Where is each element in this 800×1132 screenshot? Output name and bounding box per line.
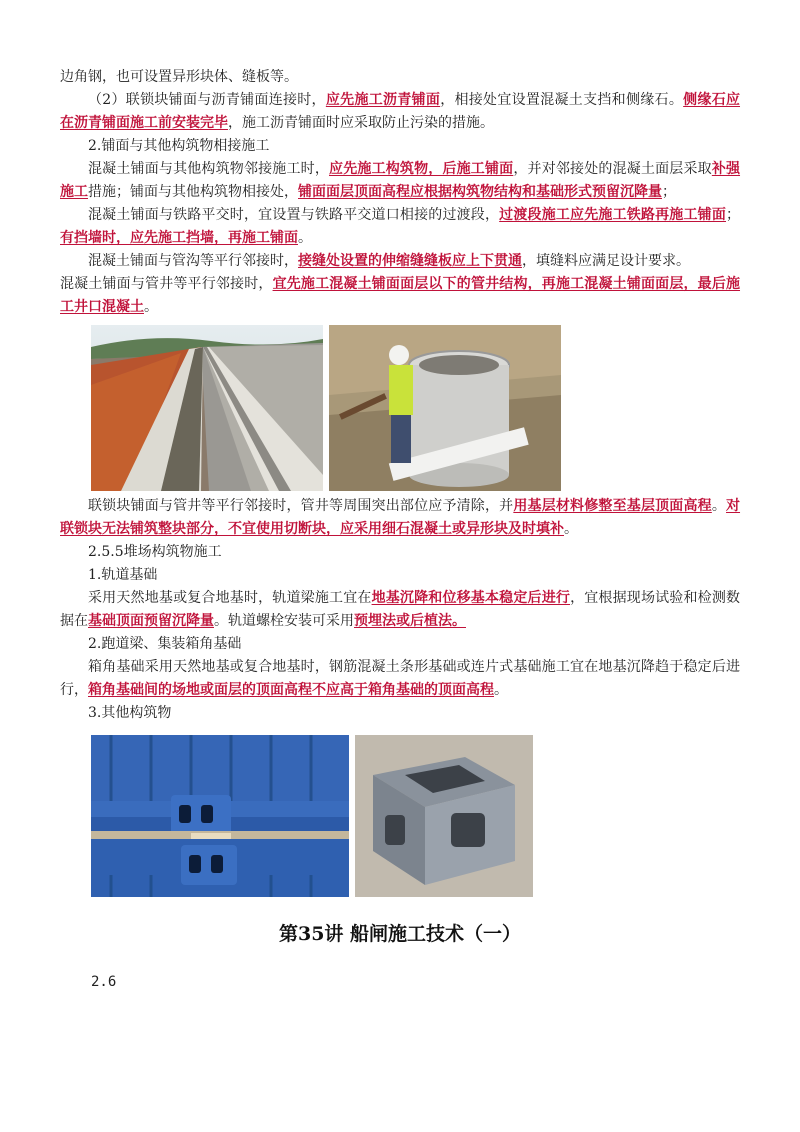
highlight: 应先施工构筑物，后施工铺面 [329,161,514,177]
highlight: 对联锁块无法铺筑整块部分，不宜使用切断块，应采用细石混凝土或异形块及时填补 [60,498,741,537]
container-corner-photo [91,735,349,897]
highlight: 应先施工沥青铺面 [325,92,441,108]
paragraph-container-corner: 箱角基础采用天然地基或复合地基时，钢筋混凝土条形基础或连片式基础施工宜在地基沉降趋于稳定后进行，箱角基础间的场地或面层的顶面高程不应高于箱角基础的顶面高程。 [60,659,740,698]
document-page [60,66,740,990]
paragraph-interlock-manhole: 联锁块铺面与管井等平行邻接时，管井等周围突出部位应予清除，并用基层材料修整至基层顶面高程。对联锁块无法铺筑整块部分，不宜使用切断块，应采用细石混凝土或异形块及时填补。 [60,498,741,537]
manhole-photo [329,325,561,491]
paragraph-structures: 混凝土铺面与其他构筑物邻接施工时，应先施工构筑物，后施工铺面，并对邻接处的混凝土面层采取补强施工措施；铺面与其他构筑物相接处，铺面面层顶面高程应根据构筑物结构和基础形式预留沉降量； [60,161,741,200]
highlight: 地基沉降和位移基本稳定后进行 [371,590,571,606]
highlight: 用基层材料修整至基层顶面高程 [513,498,712,514]
subheading: 2.跑道梁、集装箱角基础 [88,636,242,652]
paragraph: 边角钢，也可设置异形块体、缝板等。 [60,69,298,85]
subheading: 1.轨道基础 [88,567,158,583]
corner-casting-photo [355,735,533,897]
photo-row-2 [91,735,740,897]
highlight: 预埋法或后植法。 [354,613,466,629]
highlight: 铺面面层顶面高程应根据构筑物结构和基础形式预留沉降量 [298,184,662,200]
paragraph-rail-foundation: 采用天然地基或复合地基时，轨道梁施工宜在地基沉降和位移基本稳定后进行，宜根据现场试验和检测数据在基础顶面预留沉降量。轨道螺栓安装可采用预埋法或后植法。 [60,590,741,629]
highlight: 过渡段施工应先施工铁路再施工铺面 [499,207,727,223]
highlight: 有挡墙时，应先施工挡墙，再施工铺面 [60,230,298,246]
section-heading: 2.5.5堆场构筑物施工 [88,544,222,560]
subheading: 2.铺面与其他构筑物相接施工 [88,138,270,154]
lecture-title: 第35讲 船闸施工技术（一） [278,923,522,945]
highlight: 箱角基础间的场地或面层的顶面高程不应高于箱角基础的顶面高程 [88,682,494,698]
highlight: 补强施工 [60,161,741,200]
trench-photo [91,325,323,491]
highlight: 接缝处设置的伸缩缝缝板应上下贯通 [298,253,522,269]
highlight: 侧缘石应在沥青铺面施工前安装完毕 [60,92,741,131]
paragraph-railway: 混凝土铺面与铁路平交时，宜设置与铁路平交道口相接的过渡段，过渡段施工应先施工铁路再施工铺面；有挡墙时，应先施工挡墙，再施工铺面。 [60,207,741,246]
highlight: 基础顶面预留沉降量 [88,613,214,629]
section-number: 2.6 [91,974,117,990]
paragraph-trench: 混凝土铺面与管沟等平行邻接时，接缝处设置的伸缩缝缝板应上下贯通，填缝料应满足设计要求。 [88,253,690,269]
subheading: 3.其他构筑物 [88,705,172,721]
paragraph-manhole: 混凝土铺面与管井等平行邻接时，宜先施工混凝土铺面面层以下的管井结构，再施工混凝土铺面面层，最后施工井口混凝土。 [60,276,741,315]
highlight: 宜先施工混凝土铺面面层以下的管井结构，再施工混凝土铺面面层，最后施工井口混凝土 [60,276,741,315]
paragraph-interlock-asphalt: （2）联锁块铺面与沥青铺面连接时，应先施工沥青铺面，相接处宜设置混凝土支挡和侧缘石。侧缘石应在沥青铺面施工前安装完毕，施工沥青铺面时应采取防止污染的措施。 [60,92,741,131]
photo-row-1 [91,325,740,491]
